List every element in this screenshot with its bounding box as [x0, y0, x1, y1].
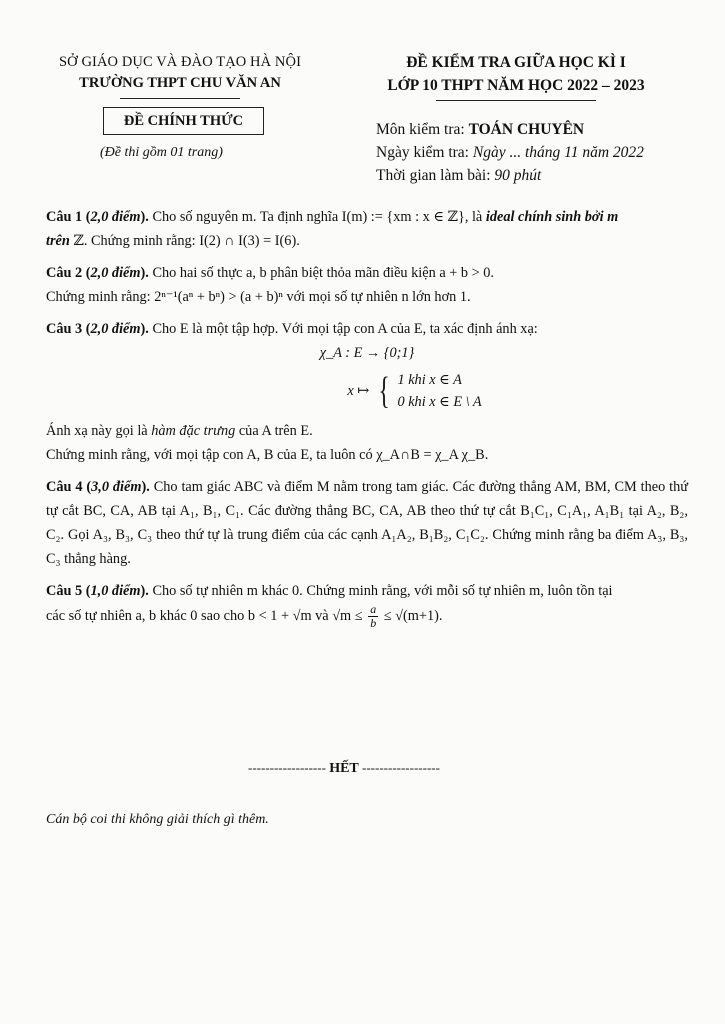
time-label: Thời gian làm bài: [376, 167, 491, 184]
question-1 [46, 205, 688, 253]
question-4-tail: ). [141, 479, 150, 495]
question-3-term: hàm đặc trưng [151, 423, 236, 439]
title-divider [436, 100, 596, 101]
question-5-text-b: các số tự nhiên a, b khác 0 sao cho b < 1 + √m và √m ≤ [46, 607, 367, 624]
question-4-points: 3,0 điểm [91, 479, 142, 495]
question-4-head: Câu 4 ( [46, 479, 92, 495]
header-right [346, 54, 686, 101]
class-year: LỚP 10 THPT NĂM HỌC 2022 – 2023 [387, 77, 645, 94]
question-1-text-a: Cho số nguyên m. Ta định nghĩa I(m) := {xm : x ∈ ℤ}, là [148, 209, 486, 225]
question-1-points: 2,0 điểm [90, 209, 141, 225]
case-1: 1 khi x ∈ A [397, 372, 462, 388]
question-1-head: Câu 1 ( [46, 209, 91, 225]
fraction-numerator: a [370, 602, 377, 616]
question-5 [46, 579, 688, 630]
question-1-tail: ). [140, 209, 149, 225]
question-2-text-b: Chứng minh rằng: 2ⁿ⁻¹(aⁿ + bⁿ) > (a + b)ⁿ với mọi số tự nhiên n lớn hơn 1. [46, 289, 471, 305]
question-4-text: Cho tam giác ABC và điểm M nằm trong tam giác. Các đường thẳng AM, BM, CM theo thứ tự cắt BC, CA, AB tại A₁, B₁, C₁. Các đường thẳng BC, CA, AB theo thứ tự cắt B₁C₁, C₁A₁, A₁B₁ tại A₂, B₂, C₂. Gọi A₃, B₃, C₃ theo thứ tự là trung điểm của các cạnh A₁A₂, B₁B₂, C₁C₂. Chứng minh rằng ba điểm A₃, B₃, C₃ thẳng hàng. [46, 479, 688, 567]
question-3-text-c: của A trên E. [235, 423, 313, 439]
end-dashes-left: ------------------ [248, 760, 330, 775]
piecewise-definition [141, 369, 688, 413]
questions [46, 205, 688, 638]
question-2-tail: ). [140, 265, 149, 281]
date-label: Ngày kiểm tra: [376, 144, 469, 161]
case-2: 0 khi x ∈ E \ A [397, 394, 482, 410]
proctor-note: Cán bộ coi thi không giải thích gì thêm. [46, 812, 269, 827]
question-2-head: Câu 2 ( [46, 265, 91, 281]
question-5-text-a: Cho số tự nhiên m khác 0. Chứng minh rằng, với mỗi số tự nhiên m, luôn tồn tại [148, 583, 613, 599]
question-3-tail: ). [140, 321, 149, 337]
question-1-term: ideal chính sinh bởi m [485, 209, 619, 225]
question-5-points: 1,0 điểm [90, 583, 141, 599]
question-5-text-c: ≤ √(m+1). [380, 607, 443, 624]
school-name: TRƯỜNG THPT CHU VĂN AN [79, 75, 281, 91]
mapping-arrow: x ↦ [347, 383, 370, 399]
exam-title: ĐỀ KIỂM TRA GIỮA HỌC KÌ I [406, 54, 626, 71]
question-3-text-d: Chứng minh rằng, với mọi tập con A, B của E, ta luôn có χ_A∩B = χ_A χ_B. [46, 447, 489, 463]
question-3-points: 2,0 điểm [90, 321, 141, 337]
department-name: SỞ GIÁO DỤC VÀ ĐÀO TẠO HÀ NỘI [58, 54, 301, 70]
date-value: Ngày ... tháng 11 năm 2022 [472, 144, 644, 161]
question-1-term-2: trên [46, 233, 70, 249]
official-badge: ĐỀ CHÍNH THỨC [103, 107, 264, 135]
subject-label: Môn kiểm tra: [376, 121, 465, 138]
end-marker [248, 760, 440, 777]
question-5-head: Câu 5 ( [46, 583, 91, 599]
question-2 [46, 261, 688, 309]
header-divider [120, 98, 240, 99]
question-3-head: Câu 3 ( [46, 321, 91, 337]
end-dashes-right: ------------------ [358, 760, 440, 775]
question-1-text-b: ℤ. Chứng minh rằng: I(2) ∩ I(3) = I(6). [69, 233, 300, 249]
cases [397, 369, 481, 413]
time-line [376, 164, 644, 187]
header-left [30, 54, 330, 99]
time-value: 90 phút [494, 167, 542, 184]
question-3 [46, 317, 688, 467]
subject-line [376, 118, 644, 141]
question-3-text-a: Cho E là một tập hợp. Với mọi tập con A của E, ta xác định ánh xạ: [148, 321, 538, 337]
page-count: (Đề thi gồm 01 trang) [100, 145, 223, 160]
mapping-definition: χ_A : E → {0;1} [319, 345, 415, 361]
question-2-text-a: Cho hai số thực a, b phân biệt thỏa mãn điều kiện a + b > 0. [148, 265, 494, 281]
question-3-text-b: Ánh xạ này gọi là [46, 423, 152, 439]
question-5-tail: ). [140, 583, 149, 599]
end-word: HẾT [329, 761, 359, 776]
left-brace: { [378, 370, 390, 412]
fraction-a-over-b [368, 603, 378, 630]
fraction-denominator: b [370, 616, 377, 630]
subject-value: TOÁN CHUYÊN [468, 121, 585, 138]
exam-meta [376, 118, 644, 187]
question-4 [46, 475, 688, 571]
question-2-points: 2,0 điểm [90, 265, 141, 281]
date-line [376, 141, 644, 164]
